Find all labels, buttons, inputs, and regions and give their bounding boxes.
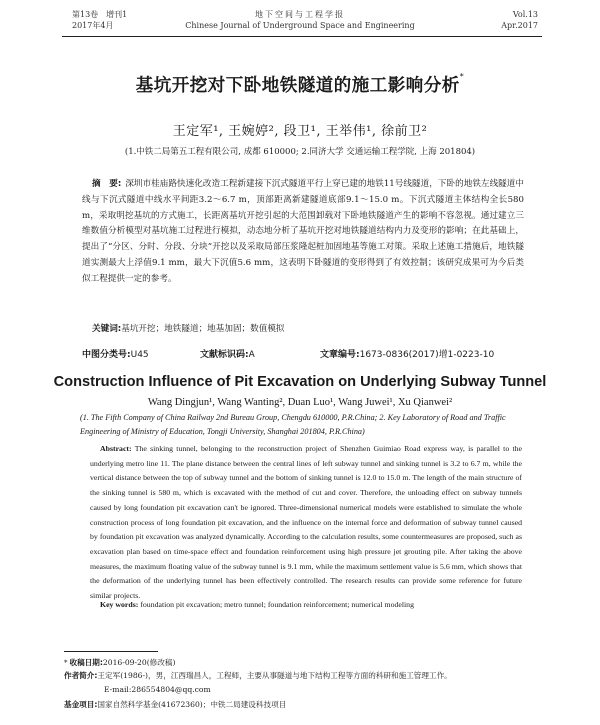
footnote-fund: 基金项目:国家自然科学基金(41672360)；中铁二局建设科技项目 (64, 700, 287, 709)
keywords-en (100, 600, 522, 609)
paper-title-cn (0, 72, 600, 97)
clc-number: 中图分类号:U45 (82, 350, 149, 360)
abstract-en (90, 442, 522, 604)
abstract-en-label: Abstract: (100, 444, 132, 453)
journal-title-cn: 地下空间与工程学报 (255, 10, 345, 19)
footnote-rule (64, 651, 158, 652)
title-footnote-mark: * (459, 72, 465, 81)
abstract-cn-text: 深圳市桂庙路快速化改造工程新建接下沉式隧道平行上穿已建的地铁11号线隧道，下卧的地铁左线隧道中线与下沉式隧道中线水平间距3.2～6.7 m，顶部距离新建隧道底部9.1～15.0 m。下沉式隧道主体结构全长580 m，采取明挖基坑的方式施工，长距离基坑开挖引起的大范围卸载对下卧地铁隧道产生的影响不容忽视。通过建立三维数值分析模型对基坑施工过程进行模拟，动态地分析了基坑开挖对地铁隧道结构内力及变形的影响；在此基础上，提出了“分区、分时、分段、分块”开挖以及采取局部压浆隆起桩加固地基等施工对策。采取上述施工措施后，地铁隧道实测最大上浮值9.1 mm，最大下沉值5.6 mm，这表明下卧隧道的变形得到了有效控制；该研究成果可为今后类似工程提供一定的参考。 (82, 179, 525, 284)
volume-cn: 第13卷 增刊1 (72, 10, 128, 19)
title-cn-text: 基坑开挖对下卧地铁隧道的施工影响分析 (135, 76, 460, 96)
footnote-received: * 收稿日期:2016-09-20(修改稿) (64, 658, 176, 667)
keywords-en-text: foundation pit excavation; metro tunnel; foundation reinforcement; numerical modeling (140, 600, 414, 609)
keywords-cn-label: 关键词: (92, 324, 122, 334)
date-en: Apr.2017 (501, 21, 538, 30)
footnote-author: 作者简介:王定军(1986-)，男，江西瑞昌人，工程师，主要从事隧道与地下结构工程等方面的科研和施工管理工作。 (64, 671, 452, 680)
authors-cn: 王定军¹, 王婉婷², 段卫¹, 王举伟¹, 徐前卫² (172, 124, 428, 139)
article-number: 文章编号:1673-0836(2017)增1-0223-10 (320, 350, 495, 360)
keywords-cn (82, 322, 524, 334)
affiliation-en: (1. The Fifth Company of China Railway 2nd Bureau Group, Chengdu 610000, P.R.China; 2. Key Laboratory of Road and Traffic Engineering of Ministry of Education, Tongji University, Shanghai 201804, P.R.China) (80, 413, 506, 436)
journal-title-en: Chinese Journal of Underground Space and Engineering (185, 21, 415, 30)
header-rule (62, 36, 542, 37)
authors-en: Wang Dingjun¹, Wang Wanting², Duan Luo¹, Wang Juwei¹, Xu Qianwei² (147, 397, 453, 408)
abstract-en-text: The sinking tunnel, belonging to the reconstruction project of Shenzhen Guimiao Road express way, is parallel to the underlying metro line 11. The plane distance between the central lines of left subway tunnel and sinking tunnel is 3.2 to 6.7 m, while the vertical distance between the top of subway tunnel and the bottom of sinking tunnel is 12.0 to 15.0 m. The length of the main structure of the sinking tunnel is 580 m, which is excavated with the method of cut and cover. Therefore, the unloading effect on subway tunnels caused by long foundation pit excavation can't be ignored. Three-dimensional numerical models were established to simulate the whole construction process of long foundation pit excavation, and the influence on the internal force and deformation of subway tunnel caused by foundation pit excavation was analyzed dynamically. According to the calculation results, some countermeasures are proposed, such as excavation plan based on time-space effect and foundation reinforcement using high pressure jet grouting pile. After taking the above measures, the maximum floating value of the subway tunnel is 9.1 mm, while the maximum settlement value is 5.6 mm, which shows that the deformation of the underlying tunnel has been effectively controlled. The research results can provide some reference for future similar projects. (90, 444, 522, 601)
keywords-cn-text: 基坑开挖；地铁隧道；地基加固；数值模拟 (121, 324, 285, 334)
volume-en: Vol.13 (512, 10, 538, 19)
footnote-email: E-mail:286554804@qq.com (104, 685, 211, 694)
document-code: 文献标识码:A (200, 350, 255, 360)
date-cn: 2017年4月 (72, 21, 114, 30)
keywords-en-label: Key words: (100, 600, 139, 609)
paper-title-en: Construction Influence of Pit Excavation on Underlying Subway Tunnel (53, 374, 547, 390)
abstract-cn-label: 摘 要: (92, 179, 122, 189)
running-header-right (501, 9, 538, 31)
abstract-cn (82, 177, 524, 288)
affiliation-cn: (1.中铁二局第五工程有限公司, 成都 610000; 2.同济大学 交通运输工程学院, 上海 201804) (124, 147, 476, 157)
